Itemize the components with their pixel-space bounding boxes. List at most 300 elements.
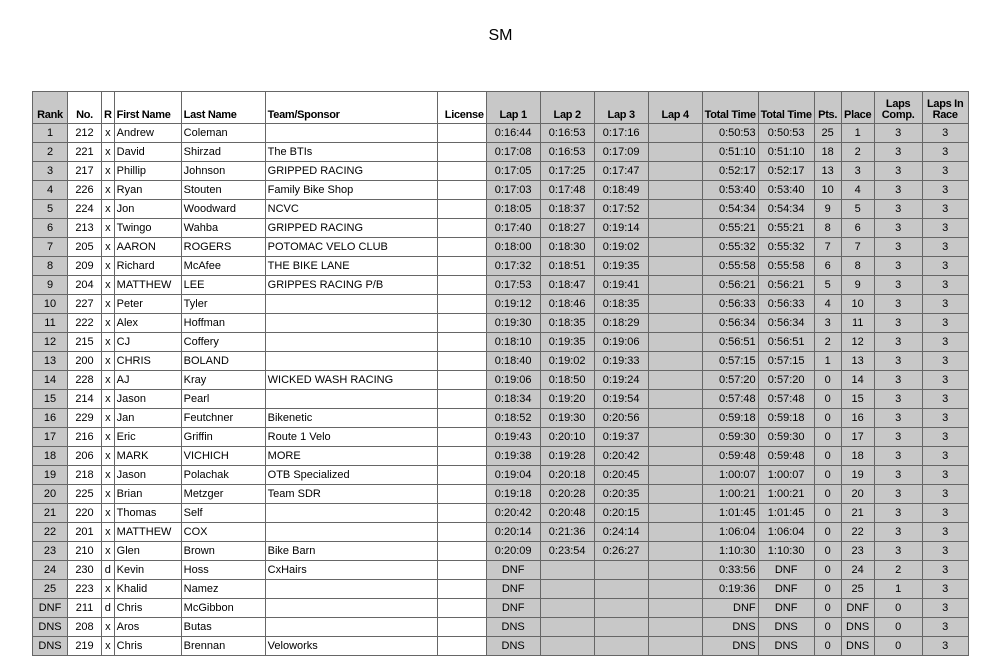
page-title: SM <box>488 27 513 44</box>
cell-team: GRIPPES RACING P/B <box>265 276 437 295</box>
cell-last-name: Namez <box>181 580 265 599</box>
cell-first-name: AARON <box>114 238 181 257</box>
cell-lap3: 0:17:09 <box>594 143 648 162</box>
cell-lap4 <box>648 618 702 637</box>
cell-no: 219 <box>68 637 102 656</box>
cell-pts: 0 <box>814 523 841 542</box>
cell-lap4 <box>648 390 702 409</box>
col-lap1: Lap 1 <box>486 92 540 124</box>
cell-lap2 <box>540 599 594 618</box>
cell-place: 7 <box>841 238 874 257</box>
cell-total-time-2: 0:55:58 <box>758 257 814 276</box>
cell-lap2: 0:20:48 <box>540 504 594 523</box>
cell-total-time-2: 0:53:40 <box>758 181 814 200</box>
cell-lap4 <box>648 295 702 314</box>
cell-r: x <box>102 276 115 295</box>
col-total-time-2: Total Time <box>758 92 814 124</box>
col-r: R <box>102 92 115 124</box>
cell-pts: 0 <box>814 485 841 504</box>
cell-pts: 4 <box>814 295 841 314</box>
cell-lap2: 0:19:28 <box>540 447 594 466</box>
cell-license <box>437 181 486 200</box>
cell-rank: DNS <box>33 637 68 656</box>
cell-laps-comp: 3 <box>874 257 922 276</box>
cell-laps-in-race: 3 <box>922 580 968 599</box>
cell-last-name: Butas <box>181 618 265 637</box>
cell-no: 225 <box>68 485 102 504</box>
cell-r: x <box>102 409 115 428</box>
cell-r: x <box>102 162 115 181</box>
cell-lap1: 0:19:30 <box>486 314 540 333</box>
cell-lap2: 0:18:37 <box>540 200 594 219</box>
cell-place: DNF <box>841 599 874 618</box>
col-last-name: Last Name <box>181 92 265 124</box>
cell-total-time-2: 0:56:21 <box>758 276 814 295</box>
cell-total-time: 1:00:21 <box>702 485 758 504</box>
cell-lap3: 0:20:56 <box>594 409 648 428</box>
cell-total-time-2: 0:57:15 <box>758 352 814 371</box>
cell-no: 224 <box>68 200 102 219</box>
table-row <box>33 143 969 162</box>
cell-team <box>265 390 437 409</box>
cell-laps-in-race: 3 <box>922 276 968 295</box>
cell-license <box>437 219 486 238</box>
cell-team: Bikenetic <box>265 409 437 428</box>
cell-place: 11 <box>841 314 874 333</box>
cell-no: 209 <box>68 257 102 276</box>
cell-total-time: 1:10:30 <box>702 542 758 561</box>
cell-no: 222 <box>68 314 102 333</box>
cell-first-name: MARK <box>114 447 181 466</box>
cell-first-name: Alex <box>114 314 181 333</box>
cell-rank: 5 <box>33 200 68 219</box>
cell-total-time-2: DNF <box>758 561 814 580</box>
cell-last-name: Self <box>181 504 265 523</box>
cell-place: 20 <box>841 485 874 504</box>
cell-lap3: 0:19:14 <box>594 219 648 238</box>
cell-no: 211 <box>68 599 102 618</box>
cell-lap4 <box>648 371 702 390</box>
cell-lap2: 0:19:35 <box>540 333 594 352</box>
cell-total-time-2: 0:56:34 <box>758 314 814 333</box>
table-row <box>33 428 969 447</box>
cell-no: 218 <box>68 466 102 485</box>
cell-lap2 <box>540 637 594 656</box>
cell-laps-in-race: 3 <box>922 314 968 333</box>
cell-laps-in-race: 3 <box>922 485 968 504</box>
cell-total-time: 0:54:34 <box>702 200 758 219</box>
cell-lap2 <box>540 618 594 637</box>
cell-first-name: Twingo <box>114 219 181 238</box>
cell-total-time-2: 0:57:20 <box>758 371 814 390</box>
cell-r: d <box>102 561 115 580</box>
cell-r: x <box>102 542 115 561</box>
cell-laps-in-race: 3 <box>922 200 968 219</box>
cell-last-name: Griffin <box>181 428 265 447</box>
cell-lap1: 0:16:44 <box>486 124 540 143</box>
cell-pts: 10 <box>814 181 841 200</box>
cell-total-time: 0:59:18 <box>702 409 758 428</box>
col-lap4: Lap 4 <box>648 92 702 124</box>
cell-team: Team SDR <box>265 485 437 504</box>
cell-r: x <box>102 618 115 637</box>
table-row <box>33 542 969 561</box>
cell-r: x <box>102 314 115 333</box>
cell-r: x <box>102 428 115 447</box>
cell-r: d <box>102 599 115 618</box>
cell-lap2: 0:19:20 <box>540 390 594 409</box>
col-lap2: Lap 2 <box>540 92 594 124</box>
cell-rank: 14 <box>33 371 68 390</box>
cell-lap4 <box>648 447 702 466</box>
cell-r: x <box>102 580 115 599</box>
table-row <box>33 409 969 428</box>
cell-lap2: 0:20:28 <box>540 485 594 504</box>
cell-team <box>265 599 437 618</box>
cell-lap4 <box>648 637 702 656</box>
cell-lap3: 0:19:02 <box>594 238 648 257</box>
cell-laps-comp: 3 <box>874 295 922 314</box>
cell-r: x <box>102 124 115 143</box>
cell-total-time: 0:56:34 <box>702 314 758 333</box>
cell-first-name: Jason <box>114 390 181 409</box>
cell-total-time-2: 0:54:34 <box>758 200 814 219</box>
table-row <box>33 618 969 637</box>
cell-last-name: ROGERS <box>181 238 265 257</box>
cell-lap4 <box>648 428 702 447</box>
cell-last-name: Brennan <box>181 637 265 656</box>
cell-lap3: 0:19:33 <box>594 352 648 371</box>
cell-first-name: Jan <box>114 409 181 428</box>
cell-lap1: 0:18:00 <box>486 238 540 257</box>
cell-lap2: 0:16:53 <box>540 124 594 143</box>
cell-laps-in-race: 3 <box>922 352 968 371</box>
cell-first-name: CJ <box>114 333 181 352</box>
cell-laps-comp: 1 <box>874 580 922 599</box>
cell-last-name: Johnson <box>181 162 265 181</box>
cell-license <box>437 314 486 333</box>
cell-lap4 <box>648 276 702 295</box>
cell-no: 227 <box>68 295 102 314</box>
cell-pts: 2 <box>814 333 841 352</box>
cell-total-time-2: 0:56:51 <box>758 333 814 352</box>
cell-laps-comp: 3 <box>874 276 922 295</box>
cell-total-time: 1:01:45 <box>702 504 758 523</box>
cell-last-name: Pearl <box>181 390 265 409</box>
cell-place: 3 <box>841 162 874 181</box>
header-row <box>33 92 969 124</box>
table-row <box>33 181 969 200</box>
cell-rank: 15 <box>33 390 68 409</box>
cell-last-name: Metzger <box>181 485 265 504</box>
cell-total-time-2: 1:01:45 <box>758 504 814 523</box>
cell-rank: 8 <box>33 257 68 276</box>
cell-total-time-2: DNS <box>758 618 814 637</box>
cell-last-name: Feutchner <box>181 409 265 428</box>
cell-first-name: Richard <box>114 257 181 276</box>
cell-first-name: Khalid <box>114 580 181 599</box>
cell-r: x <box>102 447 115 466</box>
cell-lap1: 0:17:40 <box>486 219 540 238</box>
cell-lap3: 0:17:47 <box>594 162 648 181</box>
cell-r: x <box>102 371 115 390</box>
cell-lap2: 0:19:02 <box>540 352 594 371</box>
cell-total-time-2: DNF <box>758 599 814 618</box>
cell-team: The BTIs <box>265 143 437 162</box>
cell-laps-comp: 3 <box>874 238 922 257</box>
cell-laps-comp: 0 <box>874 618 922 637</box>
cell-total-time-2: 0:59:30 <box>758 428 814 447</box>
cell-r: x <box>102 333 115 352</box>
cell-laps-comp: 2 <box>874 561 922 580</box>
cell-laps-comp: 3 <box>874 371 922 390</box>
cell-lap4 <box>648 143 702 162</box>
cell-total-time-2: 0:59:48 <box>758 447 814 466</box>
cell-place: 21 <box>841 504 874 523</box>
cell-lap1: 0:20:14 <box>486 523 540 542</box>
cell-license <box>437 447 486 466</box>
cell-lap4 <box>648 485 702 504</box>
cell-total-time-2: 1:00:21 <box>758 485 814 504</box>
cell-lap4 <box>648 504 702 523</box>
cell-first-name: Thomas <box>114 504 181 523</box>
cell-lap1: DNS <box>486 637 540 656</box>
cell-pts: 0 <box>814 504 841 523</box>
cell-r: x <box>102 295 115 314</box>
cell-team <box>265 314 437 333</box>
cell-lap2: 0:17:48 <box>540 181 594 200</box>
cell-total-time: 0:55:32 <box>702 238 758 257</box>
cell-lap3 <box>594 637 648 656</box>
cell-r: x <box>102 523 115 542</box>
col-team: Team/Sponsor <box>265 92 437 124</box>
cell-lap3 <box>594 618 648 637</box>
cell-r: x <box>102 390 115 409</box>
cell-first-name: Eric <box>114 428 181 447</box>
cell-no: 229 <box>68 409 102 428</box>
cell-laps-in-race: 3 <box>922 181 968 200</box>
cell-license <box>437 276 486 295</box>
cell-last-name: McAfee <box>181 257 265 276</box>
cell-rank: 7 <box>33 238 68 257</box>
cell-total-time-2: 0:57:48 <box>758 390 814 409</box>
cell-license <box>437 143 486 162</box>
col-laps-in-race <box>922 92 968 124</box>
cell-laps-in-race: 3 <box>922 257 968 276</box>
table-row <box>33 371 969 390</box>
cell-first-name: Peter <box>114 295 181 314</box>
cell-place: 4 <box>841 181 874 200</box>
cell-pts: 0 <box>814 409 841 428</box>
cell-place: 9 <box>841 276 874 295</box>
cell-rank: DNF <box>33 599 68 618</box>
cell-r: x <box>102 219 115 238</box>
cell-license <box>437 561 486 580</box>
table-row <box>33 200 969 219</box>
cell-last-name: LEE <box>181 276 265 295</box>
cell-first-name: Andrew <box>114 124 181 143</box>
table-row <box>33 333 969 352</box>
table-row <box>33 238 969 257</box>
cell-no: 212 <box>68 124 102 143</box>
cell-pts: 0 <box>814 390 841 409</box>
cell-place: 1 <box>841 124 874 143</box>
cell-place: 2 <box>841 143 874 162</box>
cell-lap4 <box>648 162 702 181</box>
table-row <box>33 561 969 580</box>
cell-total-time: 0:56:51 <box>702 333 758 352</box>
cell-pts: 25 <box>814 124 841 143</box>
cell-total-time-2: 0:55:32 <box>758 238 814 257</box>
cell-lap3: 0:20:15 <box>594 504 648 523</box>
cell-rank: 4 <box>33 181 68 200</box>
cell-team <box>265 580 437 599</box>
cell-license <box>437 257 486 276</box>
table-row <box>33 162 969 181</box>
cell-team: GRIPPED RACING <box>265 162 437 181</box>
cell-pts: 0 <box>814 637 841 656</box>
cell-total-time-2: 0:59:18 <box>758 409 814 428</box>
cell-lap4 <box>648 409 702 428</box>
cell-total-time: 0:52:17 <box>702 162 758 181</box>
cell-rank: 3 <box>33 162 68 181</box>
cell-first-name: Phillip <box>114 162 181 181</box>
cell-total-time: 1:06:04 <box>702 523 758 542</box>
cell-lap1: DNF <box>486 599 540 618</box>
cell-team: GRIPPED RACING <box>265 219 437 238</box>
cell-rank: 9 <box>33 276 68 295</box>
cell-place: 16 <box>841 409 874 428</box>
cell-last-name: Woodward <box>181 200 265 219</box>
cell-lap4 <box>648 580 702 599</box>
cell-lap4 <box>648 124 702 143</box>
cell-team: NCVC <box>265 200 437 219</box>
cell-laps-comp: 3 <box>874 143 922 162</box>
cell-team <box>265 352 437 371</box>
cell-last-name: Kray <box>181 371 265 390</box>
cell-laps-in-race: 3 <box>922 561 968 580</box>
col-laps-comp <box>874 92 922 124</box>
cell-lap2: 0:18:51 <box>540 257 594 276</box>
cell-rank: 20 <box>33 485 68 504</box>
cell-last-name: Hoss <box>181 561 265 580</box>
cell-laps-in-race: 3 <box>922 390 968 409</box>
cell-pts: 18 <box>814 143 841 162</box>
cell-lap1: 0:17:08 <box>486 143 540 162</box>
cell-license <box>437 295 486 314</box>
cell-lap1: 0:19:06 <box>486 371 540 390</box>
cell-total-time: 0:33:56 <box>702 561 758 580</box>
cell-lap3: 0:24:14 <box>594 523 648 542</box>
table-row <box>33 504 969 523</box>
col-lap3: Lap 3 <box>594 92 648 124</box>
table-row <box>33 599 969 618</box>
table-row <box>33 485 969 504</box>
cell-total-time: 0:51:10 <box>702 143 758 162</box>
cell-team <box>265 504 437 523</box>
col-laps-comp-line1: Laps <box>885 98 911 110</box>
cell-team <box>265 124 437 143</box>
cell-lap3: 0:18:29 <box>594 314 648 333</box>
cell-lap4 <box>648 352 702 371</box>
cell-total-time-2: 0:55:21 <box>758 219 814 238</box>
cell-lap3: 0:19:54 <box>594 390 648 409</box>
cell-lap4 <box>648 314 702 333</box>
cell-lap2 <box>540 580 594 599</box>
cell-lap3: 0:19:24 <box>594 371 648 390</box>
results-table <box>32 91 969 656</box>
cell-pts: 0 <box>814 599 841 618</box>
col-rank: Rank <box>33 92 68 124</box>
cell-team <box>265 618 437 637</box>
cell-total-time: 0:53:40 <box>702 181 758 200</box>
cell-lap1: 0:18:05 <box>486 200 540 219</box>
col-laps-comp-line2: Comp. <box>881 109 915 121</box>
cell-total-time: 0:56:21 <box>702 276 758 295</box>
cell-laps-comp: 3 <box>874 485 922 504</box>
cell-no: 200 <box>68 352 102 371</box>
cell-laps-comp: 3 <box>874 124 922 143</box>
cell-team <box>265 295 437 314</box>
col-laps-race-line1: Laps In <box>926 98 964 110</box>
col-pts: Pts. <box>814 92 841 124</box>
cell-no: 214 <box>68 390 102 409</box>
cell-last-name: Wahba <box>181 219 265 238</box>
table-row <box>33 637 969 656</box>
col-laps-race-line2: Race <box>932 109 958 121</box>
cell-first-name: Jon <box>114 200 181 219</box>
cell-last-name: Shirzad <box>181 143 265 162</box>
cell-laps-comp: 3 <box>874 542 922 561</box>
table-row <box>33 314 969 333</box>
cell-license <box>437 371 486 390</box>
cell-last-name: McGibbon <box>181 599 265 618</box>
cell-rank: 13 <box>33 352 68 371</box>
cell-lap4 <box>648 181 702 200</box>
cell-laps-in-race: 3 <box>922 542 968 561</box>
cell-no: 221 <box>68 143 102 162</box>
cell-lap1: DNF <box>486 580 540 599</box>
cell-laps-comp: 3 <box>874 162 922 181</box>
cell-lap1: 0:18:10 <box>486 333 540 352</box>
cell-license <box>437 580 486 599</box>
cell-lap4 <box>648 200 702 219</box>
cell-team: POTOMAC VELO CLUB <box>265 238 437 257</box>
cell-pts: 3 <box>814 314 841 333</box>
cell-total-time: 0:56:33 <box>702 295 758 314</box>
cell-laps-in-race: 3 <box>922 618 968 637</box>
cell-pts: 8 <box>814 219 841 238</box>
cell-no: 206 <box>68 447 102 466</box>
cell-last-name: Coleman <box>181 124 265 143</box>
cell-first-name: Glen <box>114 542 181 561</box>
cell-lap2: 0:18:47 <box>540 276 594 295</box>
cell-license <box>437 542 486 561</box>
cell-total-time-2: DNS <box>758 637 814 656</box>
cell-total-time: 0:57:15 <box>702 352 758 371</box>
cell-lap3: 0:17:52 <box>594 200 648 219</box>
cell-lap3: 0:26:27 <box>594 542 648 561</box>
cell-place: 6 <box>841 219 874 238</box>
cell-team: MORE <box>265 447 437 466</box>
cell-rank: 1 <box>33 124 68 143</box>
cell-lap2: 0:18:50 <box>540 371 594 390</box>
cell-lap2: 0:18:46 <box>540 295 594 314</box>
cell-laps-comp: 3 <box>874 409 922 428</box>
cell-laps-in-race: 3 <box>922 371 968 390</box>
cell-no: 215 <box>68 333 102 352</box>
cell-pts: 5 <box>814 276 841 295</box>
